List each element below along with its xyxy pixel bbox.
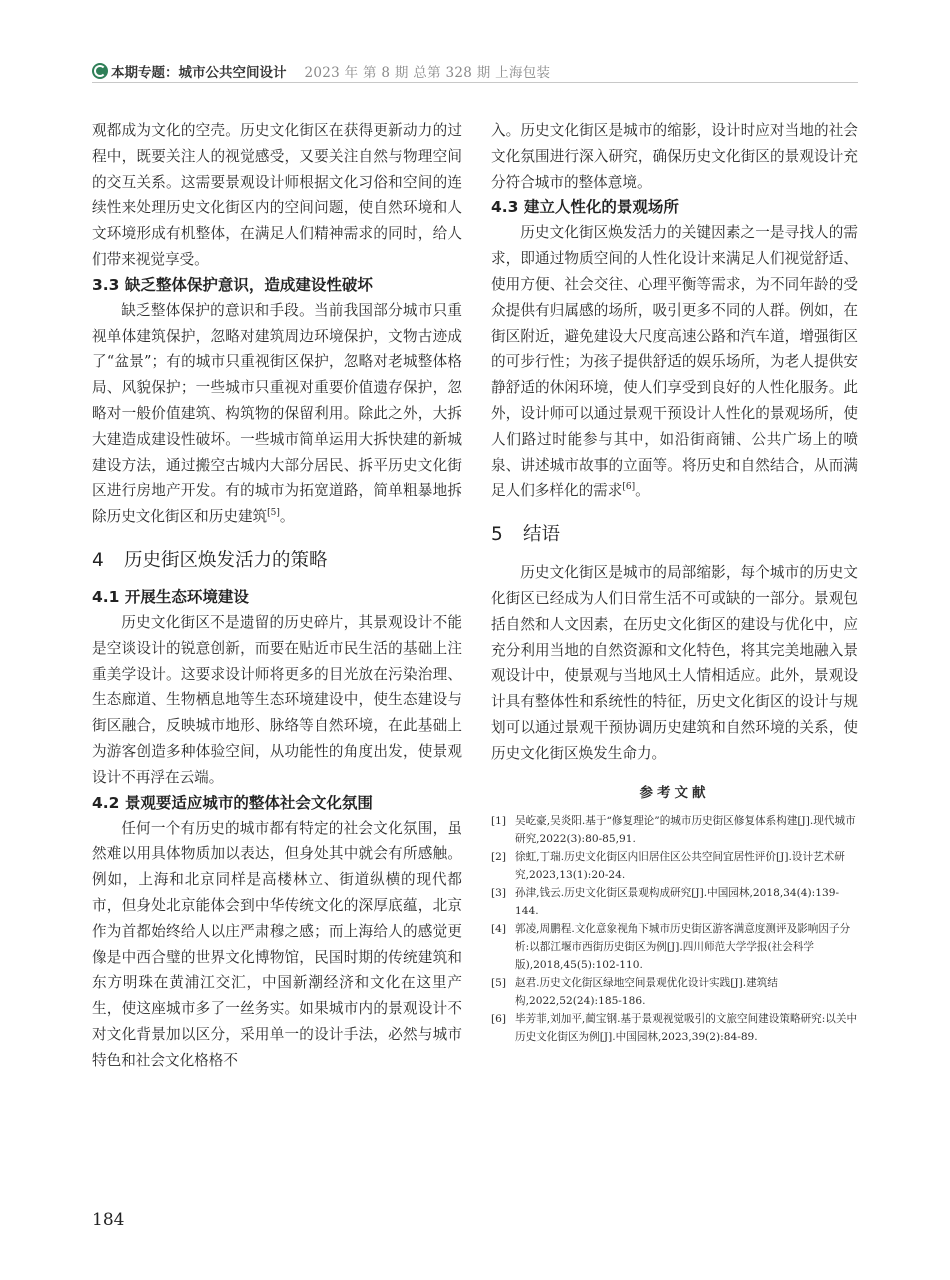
reference-item: [1] 吴屹豪,吴炎阳.基于“修复理论”的城市历史街区修复体系构建[J].现代城市研究,2022(3):80-85,91. bbox=[491, 815, 856, 846]
citation-6: [6] bbox=[622, 482, 636, 493]
heading-3-3: 3.3 缺乏整体保护意识，造成建设性破坏 bbox=[92, 275, 373, 294]
reference-item: [2] 徐虹,丁瑞.历史文化街区内旧居住区公共空间宜居性评价[J].设计艺术研究,2023,13(1):20-24. bbox=[491, 851, 845, 882]
header-issue: 2023 年 第 8 期 总第 328 期 上海包装 bbox=[304, 65, 551, 81]
reference-item: [4] 郭凌,周鹏程.文化意象视角下城市历史街区游客满意度测评及影响因子分析:以都江堰市西街历史街区为例[J].四川师范大学学报(社会科学版),2018,45(5):102-110. bbox=[491, 923, 851, 972]
reference-item: [6] 毕芳菲,刘加平,蔺宝钢.基于景观视觉吸引的文旅空间建设策略研究:以关中历史文化街区为例[J].中国园林,2023,39(2):84-89. bbox=[491, 1013, 858, 1044]
left-column bbox=[92, 118, 462, 1074]
paragraph-continued: 入。历史文化街区是城市的缩影，设计时应对当地的社会文化氛围进行深入研究，确保历史文化街区的景观设计充分符合城市的整体意境。 bbox=[491, 122, 858, 191]
reference-item: [3] 孙津,钱云.历史文化街区景观构成研究[J].中国园林,2018,34(4):139-144. bbox=[491, 887, 840, 918]
running-header bbox=[92, 60, 858, 82]
paragraph-4-3: 历史文化街区焕发活力的关键因素之一是寻找人的需求，即通过物质空间的人性化设计来满足人们视觉舒适、使用方便、社会交往、心理平衡等需求，为不同年龄的受众提供有归属感的场所，吸引更多不同的人群。例如，在街区附近，避免建设大尺度高速公路和汽车道，增强街区的可步行性；为孩子提供舒适的娱乐场所，为老人提供安静舒适的休闲环境，使人们享受到良好的人性化服务。此外，设计师可以通过景观干预设计人性化的景观场所，使人们路过时能参与其中，如沿街商铺、公共广场上的喷泉、讲述城市故事的立面等。将历史和自然结合，从而满足人们多样化的需求[6]。 bbox=[491, 224, 858, 500]
heading-section-4: 4 历史街区焕发活力的策略 bbox=[92, 549, 328, 571]
paragraph-intro: 观都成为文化的空壳。历史文化街区在获得更新动力的过程中，既要关注人的视觉感受，又要关注自然与物理空间的交互关系。这需要景观设计师根据文化习俗和空间的连续性来处理历史文化街区内的空间问题，使自然环境和人文环境形成有机整体，在满足人们精神需求的同时，给人们带来视觉享受。 bbox=[92, 122, 462, 268]
reference-item: [5] 赵君.历史文化街区绿地空间景观优化设计实践[J].建筑结构,2022,52(24):185-186. bbox=[491, 977, 778, 1008]
paragraph-conclusion: 历史文化街区是城市的局部缩影，每个城市的历史文化街区已经成为人们日常生活不可或缺的一部分。景观包括自然和人文因素，在历史文化街区的建设与优化中，应充分利用当地的自然资源和文化特色，将其完美地融入景观设计中，使景观与当地风土人情相适应。此外，景观设计具有整体性和系统性的特征，历史文化街区的设计与规划可以通过景观干预协调历史建筑和自然环境的关系，使历史文化街区焕发生命力。 bbox=[491, 564, 858, 762]
journal-logo-icon bbox=[92, 63, 108, 79]
heading-4-1: 4.1 开展生态环境建设 bbox=[92, 587, 249, 606]
header-topic: 本期专题：城市公共空间设计 bbox=[111, 65, 287, 81]
page-number: 184 bbox=[92, 1210, 125, 1230]
heading-section-5: 5 结语 bbox=[491, 524, 561, 546]
heading-4-3: 4.3 建立人性化的景观场所 bbox=[491, 198, 679, 217]
paragraph-4-2: 任何一个有历史的城市都有特定的社会文化氛围，虽然难以用具体物质加以表达，但身处其中就会有所感触。例如，上海和北京同样是高楼林立、街道纵横的现代都市，但身处北京能体会到中华传统文化的深厚底蕴，北京作为首都始终给人以庄严肃穆之感；而上海给人的感觉更像是中西合璧的世界文化博物馆，民国时期的传统建筑和东方明珠在黄浦江交汇，中国新潮经济和文化在这里产生，使这座城市多了一丝务实。如果城市内的景观设计不对文化背景加以区分，采用单一的设计手法，必然与城市特色和社会文化格格不 bbox=[92, 819, 462, 1069]
paragraph-3-3: 缺乏整体保护的意识和手段。当前我国部分城市只重视单体建筑保护，忽略对建筑周边环境保护，文物古迹成了“盆景”；有的城市只重视街区保护，忽略对老城整体格局、风貌保护；一些城市只重视对重要价值遗存保护，忽略对一般价值建筑、构筑物的保留利用。除此之外，大拆大建造成建设性破坏。一些城市简单运用大拆快建的新城建设方法，通过搬空古城内大部分居民、拆平历史文化街区进行房地产开发。有的城市为拓宽道路，简单粗暴地拆除历史文化街区和历史建筑[5]。 bbox=[92, 301, 462, 526]
references-list bbox=[491, 812, 858, 1046]
references-title: 参考文献 bbox=[639, 784, 710, 801]
heading-4-2: 4.2 景观要适应城市的整体社会文化氛围 bbox=[92, 793, 373, 812]
paragraph-4-1: 历史文化街区不是遗留的历史碎片，其景观设计不能是空谈设计的锐意创新，而要在贴近市民生活的基础上注重美学设计。这要求设计师将更多的目光放在污染治理、生态廊道、生物栖息地等生态环境建设中，使生态建设与街区融合，反映城市地形、脉络等自然环境，在此基础上为游客创造多种体验空间，从功能性的角度出发，使景观设计不再浮在云端。 bbox=[92, 613, 462, 786]
header-divider bbox=[92, 82, 858, 83]
citation-5: [5] bbox=[267, 508, 280, 519]
right-column bbox=[491, 118, 858, 1046]
